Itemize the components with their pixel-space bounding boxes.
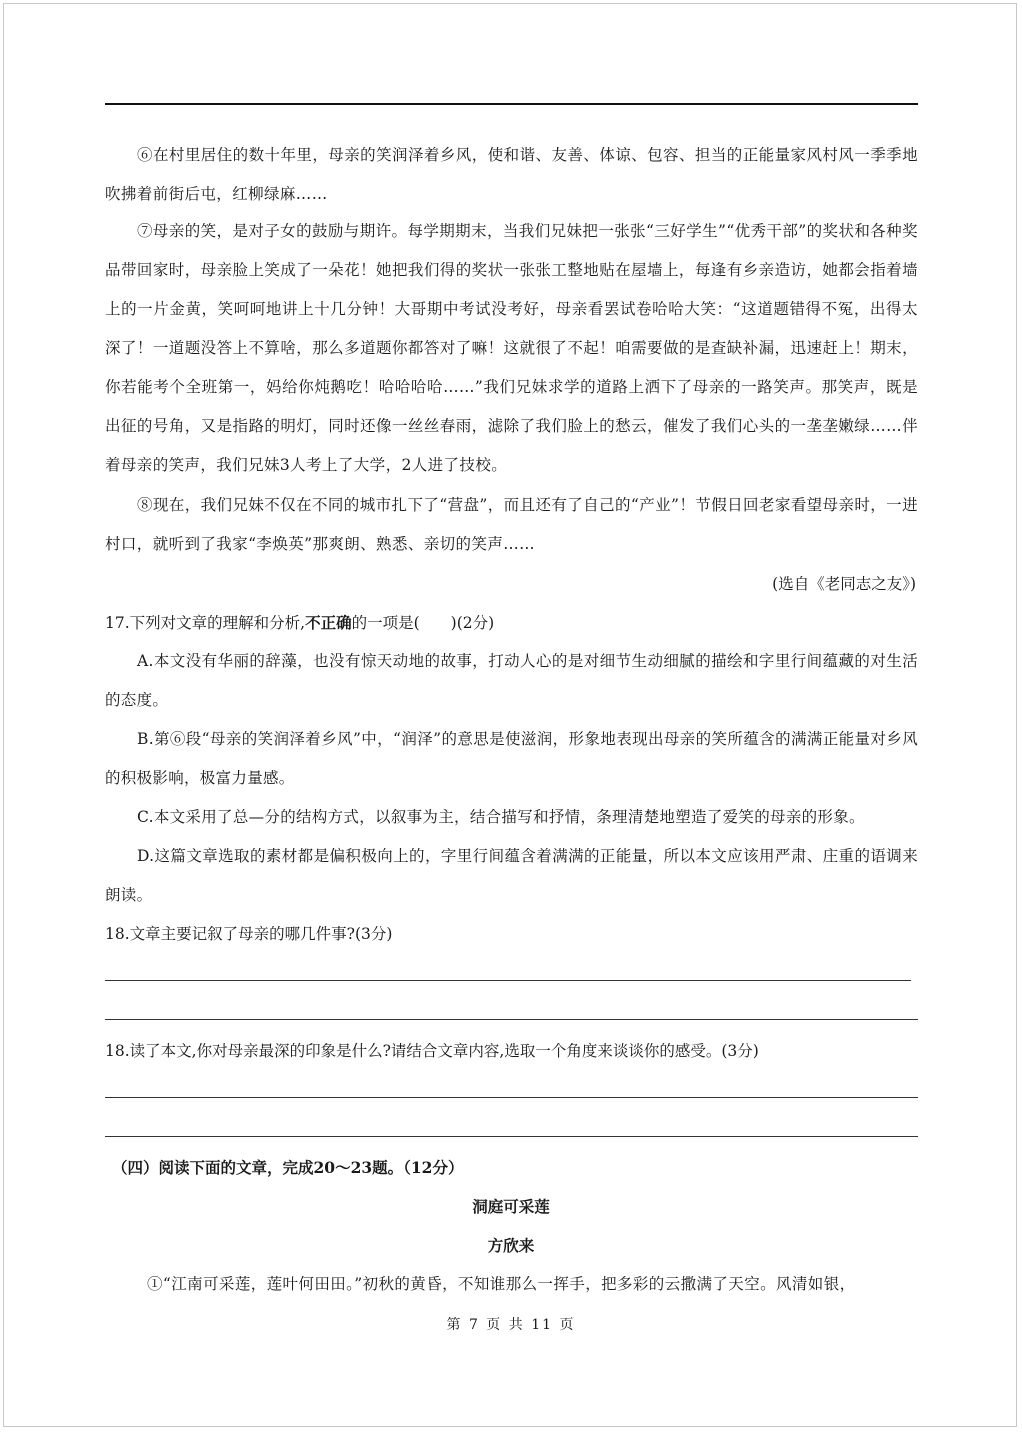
- q17-option-d-text: D.这篇文章选取的素材都是偏积极向上的，字里行间蕴含着满满的正能量，所以本文应该用严肃、庄重的语调来朗读。: [105, 847, 918, 904]
- q17-option-a: [105, 642, 918, 720]
- q17-option-a-text: A.本文没有华丽的辞藻，也没有惊天动地的故事，打动人心的是对细节生动细腻的描绘和字里行间蕴藏的对生活的态度。: [105, 652, 918, 709]
- q19-answer-line-2[interactable]: [105, 1136, 918, 1137]
- q17-option-c-text: C.本文采用了总—分的结构方式，以叙事为主，结合描写和抒情，条理清楚地塑造了爱笑的母亲的形象。: [137, 808, 865, 826]
- header-rule: [105, 103, 918, 105]
- section-4-heading: （四）阅读下面的文章，完成20～23题。（12分）: [112, 1158, 464, 1177]
- question-17: [105, 603, 494, 643]
- q17-option-c: [105, 798, 918, 837]
- q17-option-b: [105, 720, 918, 798]
- paragraph-8: [105, 486, 918, 564]
- q17-prefix: 17.下列对文章的理解和分析,: [105, 614, 306, 632]
- question-18: 18.文章主要记叙了母亲的哪几件事?(3分): [105, 925, 393, 943]
- article-paragraph-1: [105, 1265, 918, 1304]
- article-paragraph-1-text: ①“江南可采莲，莲叶何田田。”初秋的黄昏，不知谁那么一挥手，把多彩的云撒满了天空。风清如银，: [147, 1275, 856, 1293]
- q17-suffix: 的一项是( )(2分): [351, 614, 495, 632]
- q17-option-d: [105, 837, 918, 915]
- q17-option-b-text: B.第⑥段“母亲的笑润泽着乡风”中，“润泽”的意思是使滋润，形象地表现出母亲的笑所蕴含的满满正能量对乡风的积极影响，极富力量感。: [105, 730, 918, 787]
- page-footer: 第 7 页 共 11 页: [446, 1317, 576, 1333]
- q19-answer-line-1[interactable]: [105, 1097, 918, 1098]
- paragraph-8-text: ⑧现在，我们兄妹不仅在不同的城市扎下了“营盘”，而且还有了自己的“产业”！节假日回老家看望母亲时，一进村口，就听到了我家“李焕英”那爽朗、熟悉、亲切的笑声……: [105, 496, 918, 553]
- paragraph-7-text: ⑦母亲的笑，是对子女的鼓励与期许。每学期期末，当我们兄妹把一张张“三好学生”“优秀干部”的奖状和各种奖品带回家时，母亲脸上笑成了一朵花！她把我们得的奖状一张张工整地贴在屋墙上，每逢有乡亲造访，她都会指着墙上的一片金黄，笑呵呵地讲上十几分钟！大哥期中考试没考好，母亲看罢试卷哈哈大笑：“这道题错得不冤，出得太深了！一道题没答上不算啥，那么多道题你都答对了嘛！这就很了不起！咱需要做的是查缺补漏，迅速赶上！期末，你若能考个全班第一，妈给你炖鹅吃！哈哈哈哈……”我们兄妹求学的道路上洒下了母亲的一路笑声。那笑声，既是出征的号角，又是指路的明灯，同时还像一丝丝春雨，滤除了我们脸上的愁云，催发了我们心头的一垄垄嫩绿……伴着母亲的笑声，我们兄妹3人考上了大学，2人进了技校。: [105, 222, 918, 474]
- question-19: 18.读了本文,你对母亲最深的印象是什么?请结合文章内容,选取一个角度来谈谈你的感受。(3分): [105, 1042, 759, 1060]
- paragraph-6: [105, 136, 918, 214]
- passage-source: (选自《老同志之友》): [772, 575, 916, 593]
- article-title: 洞庭可采莲: [472, 1197, 550, 1216]
- article-author: 方欣来: [487, 1236, 535, 1255]
- paragraph-6-text: ⑥在村里居住的数十年里，母亲的笑润泽着乡风，使和谐、友善、体谅、包容、担当的正能量家风村风一季季地吹拂着前街后屯，红柳绿麻……: [105, 146, 918, 203]
- q17-emphasis: 不正确: [305, 613, 352, 632]
- q18-answer-line-1[interactable]: [105, 980, 911, 981]
- q18-answer-line-2[interactable]: [105, 1019, 918, 1020]
- paragraph-7: [105, 212, 918, 485]
